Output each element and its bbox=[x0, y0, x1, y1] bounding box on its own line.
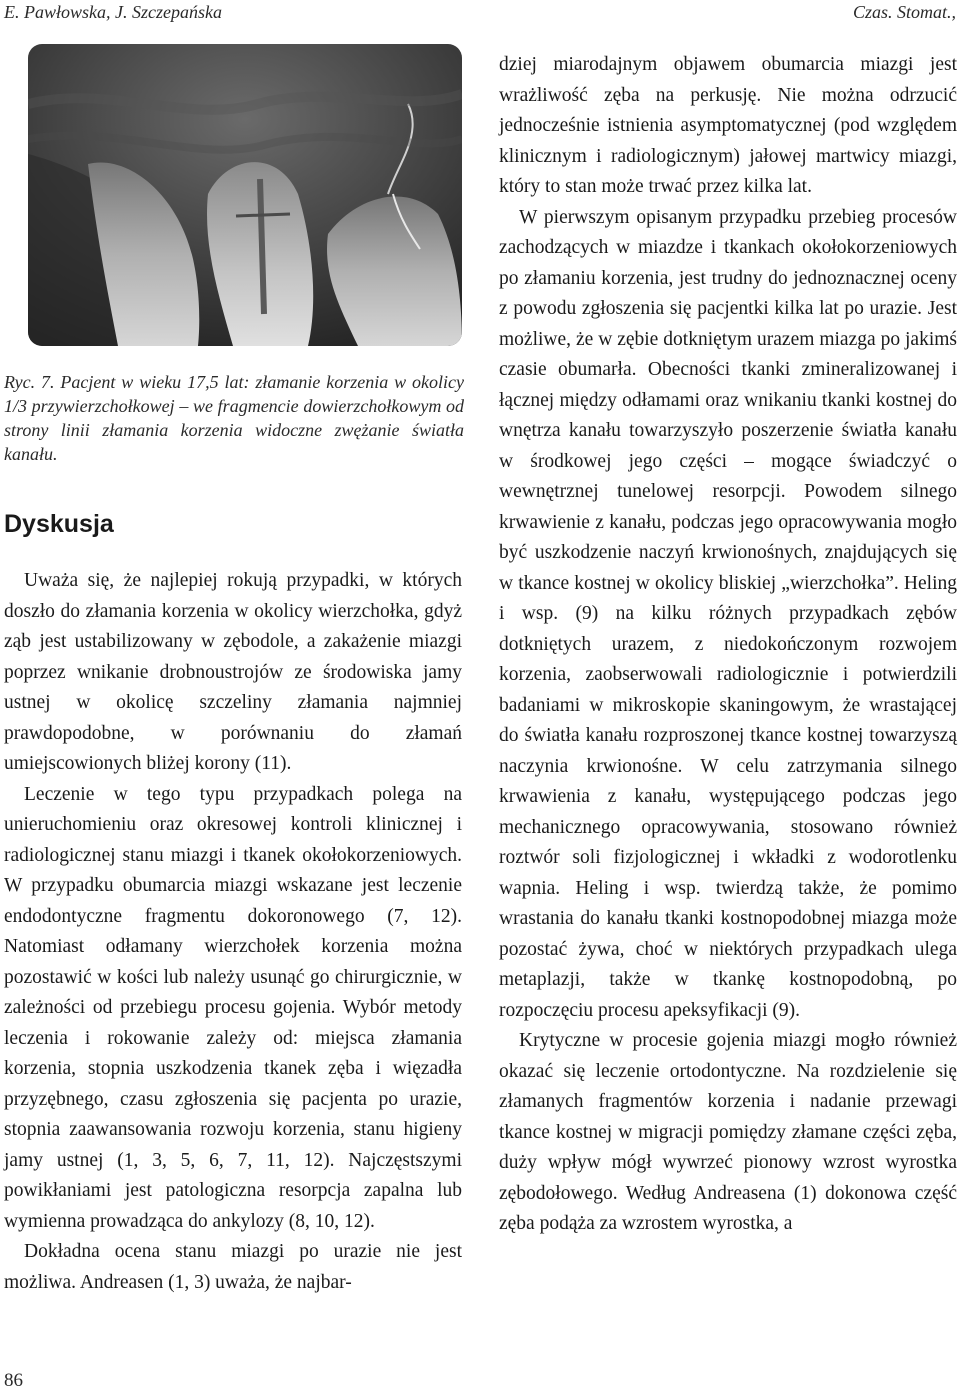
running-header-journal: Czas. Stomat., bbox=[852, 2, 956, 22]
paragraph: W pierwszym opisanym przypadku przebieg procesów zachodzących w miazdze i tkankach okołokorzeniowych po złamaniu korzenia, jest trudny do jednoznacznej oceny z powodu zgłoszenia się pacjentki kilka lat po urazie. Jest możliwe, że w zębie dotkniętym urazem miazga po jakimś czasie obumarła. Obecności tkanki zmineralizowanej i łącznej między odłamami oraz wnikaniu tkanki kostnej do wnętrza kanału towarzyszyło poszerzenie światła kanału w środkowej jego części – mogące świadczyć o wewnętrznej tunelowej resorpcji. Powodem silnego krwawienie z kanału, podczas jego opracowywania mogło być uszkodzenie naczyń krwionośnych, znajdujących się w tkance kostnej w okolicy bliskiej „wierzchołka”. Heling i wsp. (9) na kilku różnych przypadkach zębów dotkniętych urazem, z niedokończonym rozwojem korzenia, zaobserwowali radiologicznie i potwierdzili badaniami w mikroskopie skaningowym, że wrastającej do światła kanału rozproszonej tkance kostnej towarzyszą naczynia krwionośne. W celu zatrzymania silnego krwawienia z kanału, występującego podczas jego mechanicznego opracowywania, stosowano również roztwór soli fizjologicznej i wkładki z wodorotlenku wapnia. Heling i wsp. twierdzą także, że pomimo wrastania do kanału tkanki kostnopodobnej miazga może pozostać żywa, choć w niektórych przypadkach ulega metaplazji, także w tkankę kostnopodobną, po rozpoczęciu procesu apeksyfikacji (9). bbox=[499, 206, 957, 1021]
left-column bbox=[4, 566, 462, 1298]
radiograph-figure bbox=[28, 44, 462, 346]
figure-caption: Ryc. 7. Pacjent w wieku 17,5 lat: złamanie korzenia w okolicy 1/3 przywierzchołkowej – we fragmencie dowierzchołkowym od strony linii złamania korzenia widoczne zwężanie światła kanału. bbox=[4, 372, 464, 464]
running-header-authors: E. Pawłowska, J. Szczepańska bbox=[4, 2, 222, 22]
radiograph-image bbox=[28, 44, 462, 346]
right-column bbox=[499, 50, 957, 1240]
paragraph: Dokładna ocena stanu miazgi po urazie nie jest możliwa. Andreasen (1, 3) uważa, że najbar- bbox=[4, 1241, 462, 1293]
page-number: 86 bbox=[4, 1370, 23, 1391]
paragraph: Uważa się, że najlepiej rokują przypadki, w których doszło do złamania korzenia w okolicy wierzchołka, gdyż ząb jest ustabilizowany w zębodole, a zakażenie miazgi poprzez wnikanie drobnoustrojów ze środowiska jamy ustnej w okolicę szczeliny złamania najmniej prawdopodobne, w porównaniu do złamań umiejscowionych bliżej korony (11). bbox=[4, 570, 462, 774]
paragraph: Krytyczne w procesie gojenia miazgi mogło również okazać się leczenie ortodontyczne. Na rozdzielenie się złamanych fragmentów korzenia i nadanie przewagi tkance kostnej w migracji pomiędzy złamane części zęba, duży wpływ mógł wywrzeć pionowy wzrost wyrostka zębodołowego. Według Andreasena (1) dokonowa część zęba podąża za wzrostem wyrostka, a bbox=[499, 1030, 957, 1234]
section-heading: Dyskusja bbox=[4, 510, 114, 538]
paragraph: dziej miarodajnym objawem obumarcia miazgi jest wrażliwość zęba na perkusję. Nie można odrzucić jednocześnie istnienia asymptomatycznej (pod względem klinicznym i radiologicznym) jałowej martwicy miazgi, który to stan może trwać przez kilka lat. bbox=[499, 54, 957, 197]
paragraph: Leczenie w tego typu przypadkach polega na unieruchomieniu oraz okresowej kontroli klinicznej i radiologicznej stanu miazgi i tkanek okołokorzeniowych. W przypadku obumarcia miazgi wskazane jest leczenie endodontyczne fragmentu dokoronowego (7, 12). Natomiast odłamany wierzchołek korzenia można pozostawić w kości lub należy usunąć go chirurgicznie, w zależności od przebiegu procesu gojenia. Wybór metody leczenia i rokowanie zależy od: miejsca złamania korzenia, stopnia uszkodzenia tkanek zęba i więzadła przyzębnego, czasu zgłoszenia się pacjenta po urazie, stopnia zaawansowania rozwoju korzenia, stanu higieny jamy ustnej (1, 3, 5, 6, 7, 11, 12). Najczęstszymi powikłaniami jest patologiczna resorpcja zapalna lub wymienna prowadząca do ankylozy (8, 10, 12). bbox=[4, 783, 462, 1232]
